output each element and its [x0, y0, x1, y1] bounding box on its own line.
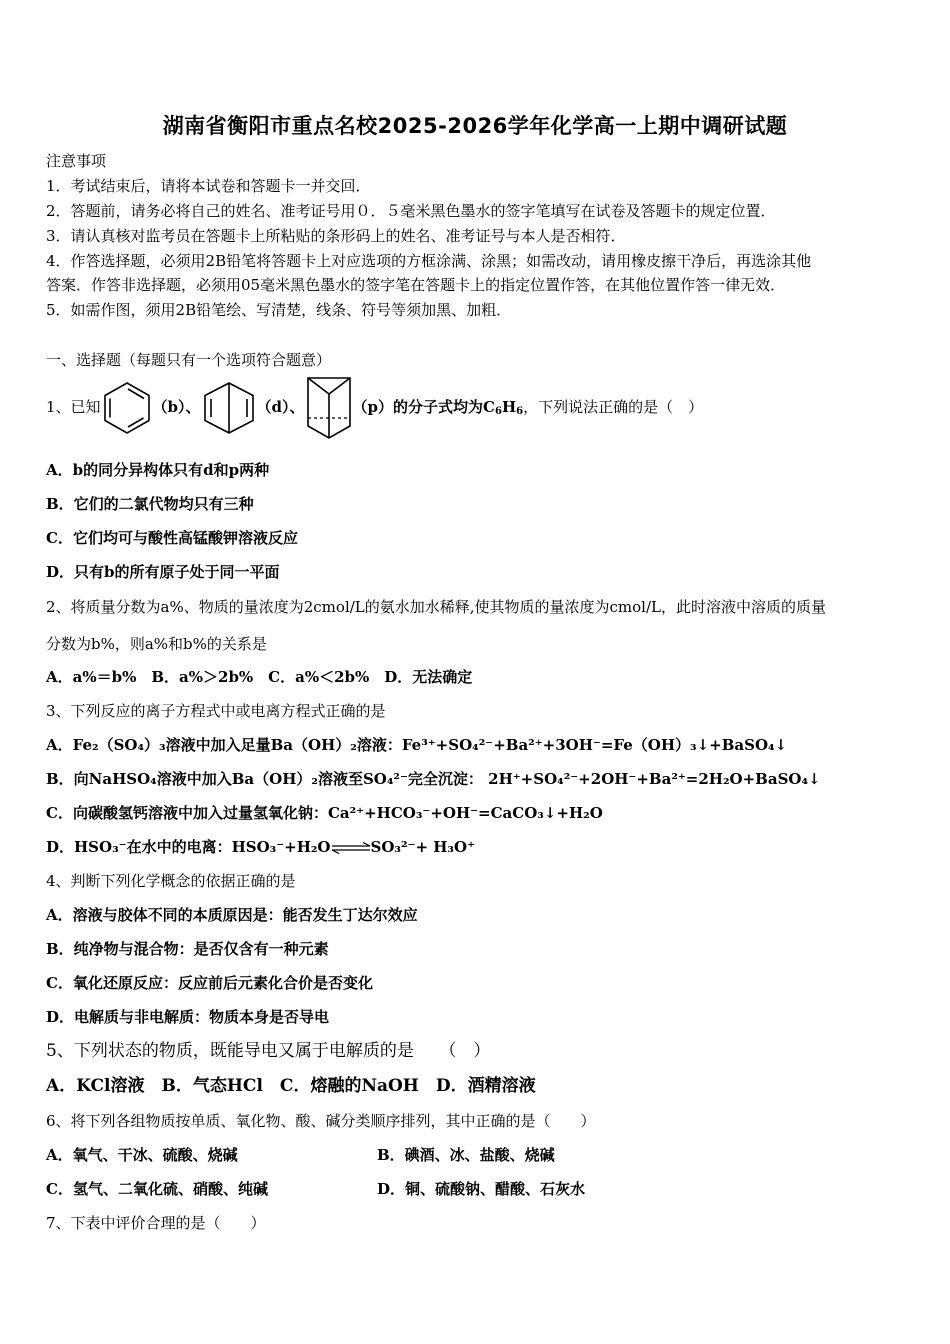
notice-item-1: 1．考试结束后，请将本试卷和答题卡一并交回．	[46, 177, 371, 195]
q1-formula	[483, 398, 523, 416]
page-title: 湖南省衡阳市重点名校2025-2026学年化学高一上期中调研试题	[162, 114, 788, 138]
question-1	[46, 372, 703, 442]
q6-option-c: C．氢气、二氧化硫、硝酸、纯碱	[46, 1180, 268, 1198]
notice-item-3: 3．请认真核对监考员在答题卡上所粘贴的条形码上的姓名、准考证号与本人是否相符．	[46, 227, 626, 245]
q3-option-a: A．Fe₂（SO₄）₃溶液中加入足量Ba（OH）₂溶液：Fe³⁺+SO₄²⁻+Ba²⁺+3OH⁻=Fe（OH）₃↓+BaSO₄↓	[46, 736, 788, 754]
q2-stem-line1: 2、将质量分数为a%、物质的量浓度为2cmol/L的氨水加水稀释,使其物质的量浓度为cmol/L，此时溶液中溶质的质量	[46, 598, 826, 616]
dewar-benzene-structure-icon	[201, 379, 257, 437]
q1-formula-h: H	[501, 398, 517, 416]
notice-heading: 注意事项	[46, 152, 107, 170]
q1-formula-c: C	[483, 398, 495, 416]
q3-option-d-right: SO₃²⁻+ H₃O⁺	[370, 838, 475, 856]
q3-option-d-left: D．HSO₃⁻在水中的电离：HSO₃⁻+H₂O	[46, 838, 331, 856]
q1-label-p: （p）的分子式均为	[352, 398, 484, 416]
q1-option-a: A．b的同分异构体只有d和p两种	[46, 461, 270, 479]
q6-option-d: D．铜、硫酸钠、醋酸、石灰水	[377, 1180, 586, 1198]
q1-option-d: D．只有b的所有原子处于同一平面	[46, 563, 280, 581]
q5-options: A．KCl溶液 B．气态HCl C．熔融的NaOH D．酒精溶液	[46, 1076, 536, 1096]
notice-item-4-cont: 答案．作答非选择题，必须用05毫米黑色墨水的签字笔在答题卡上的指定位置作答，在其他位置作答一律无效．	[46, 276, 786, 294]
equilibrium-arrow-icon	[331, 842, 371, 854]
q4-option-c: C．氧化还原反应：反应前后元素化合价是否变化	[46, 974, 373, 992]
q2-options: A．a%＝b% B．a%＞2b% C．a%＜2b% D．无法确定	[46, 668, 473, 686]
q4-option-d: D．电解质与非电解质：物质本身是否导电	[46, 1008, 330, 1026]
notice-item-4: 4．作答选择题，必须用2B铅笔将答题卡上对应选项的方框涂满、涂黑；如需改动，请用橡皮擦干净后，再选涂其他	[46, 252, 812, 270]
prismane-structure-icon	[305, 374, 353, 442]
q1-option-c: C．它们均可与酸性高锰酸钾溶液反应	[46, 529, 298, 547]
q3-option-d	[46, 837, 475, 857]
q1-suffix: ，下列说法正确的是（ ）	[523, 398, 704, 416]
q6-stem: 6、将下列各组物质按单质、氧化物、酸、碱分类顺序排列，其中正确的是（ ）	[46, 1112, 596, 1130]
q6-option-b: B．碘酒、冰、盐酸、烧碱	[377, 1146, 555, 1164]
q1-label-b: （b）、	[152, 398, 201, 416]
q1-label-d: （d）、	[256, 398, 305, 416]
q3-option-c: C．向碳酸氢钙溶液中加入过量氢氧化钠：Ca²⁺+HCO₃⁻+OH⁻=CaCO₃↓+H₂O	[46, 804, 603, 822]
benzene-structure-icon	[101, 379, 153, 437]
q4-option-a: A．溶液与胶体不同的本质原因是：能否发生丁达尔效应	[46, 906, 418, 924]
notice-item-5: 5．如需作图，须用2B铅笔绘、写清楚，线条、符号等须加黑、加粗．	[46, 301, 512, 319]
q3-option-b: B．向NaHSO₄溶液中加入Ba（OH）₂溶液至SO₄²⁻完全沉淀： 2H⁺+SO₄²⁻+2OH⁻+Ba²⁺=2H₂O+BaSO₄↓	[46, 770, 821, 788]
q2-stem-line2: 分数为b%，则a%和b%的关系是	[46, 635, 267, 653]
notice-item-2: 2．答题前，请务必将自己的姓名、准考证号用０．５毫米黑色墨水的签字笔填写在试卷及答题卡的规定位置．	[46, 202, 776, 220]
q7-stem: 7、下表中评价合理的是（ ）	[46, 1214, 266, 1232]
section-heading: 一、选择题（每题只有一个选项符合题意）	[46, 351, 332, 369]
q1-prefix: 1、已知	[46, 398, 101, 416]
q3-stem: 3、下列反应的离子方程式中或电离方程式正确的是	[46, 702, 386, 720]
q4-option-b: B．纯净物与混合物：是否仅含有一种元素	[46, 940, 329, 958]
q6-option-a: A．氧气、干冰、硫酸、烧碱	[46, 1146, 238, 1164]
q1-formula-h-sub: 6	[516, 406, 524, 417]
q1-formula-c-sub: 6	[495, 406, 502, 417]
q4-stem: 4、判断下列化学概念的依据正确的是	[46, 872, 296, 890]
q1-option-b: B．它们的二氯代物均只有三种	[46, 495, 254, 513]
q5-stem: 5、下列状态的物质，既能导电又属于电解质的是 （ ）	[46, 1041, 491, 1061]
